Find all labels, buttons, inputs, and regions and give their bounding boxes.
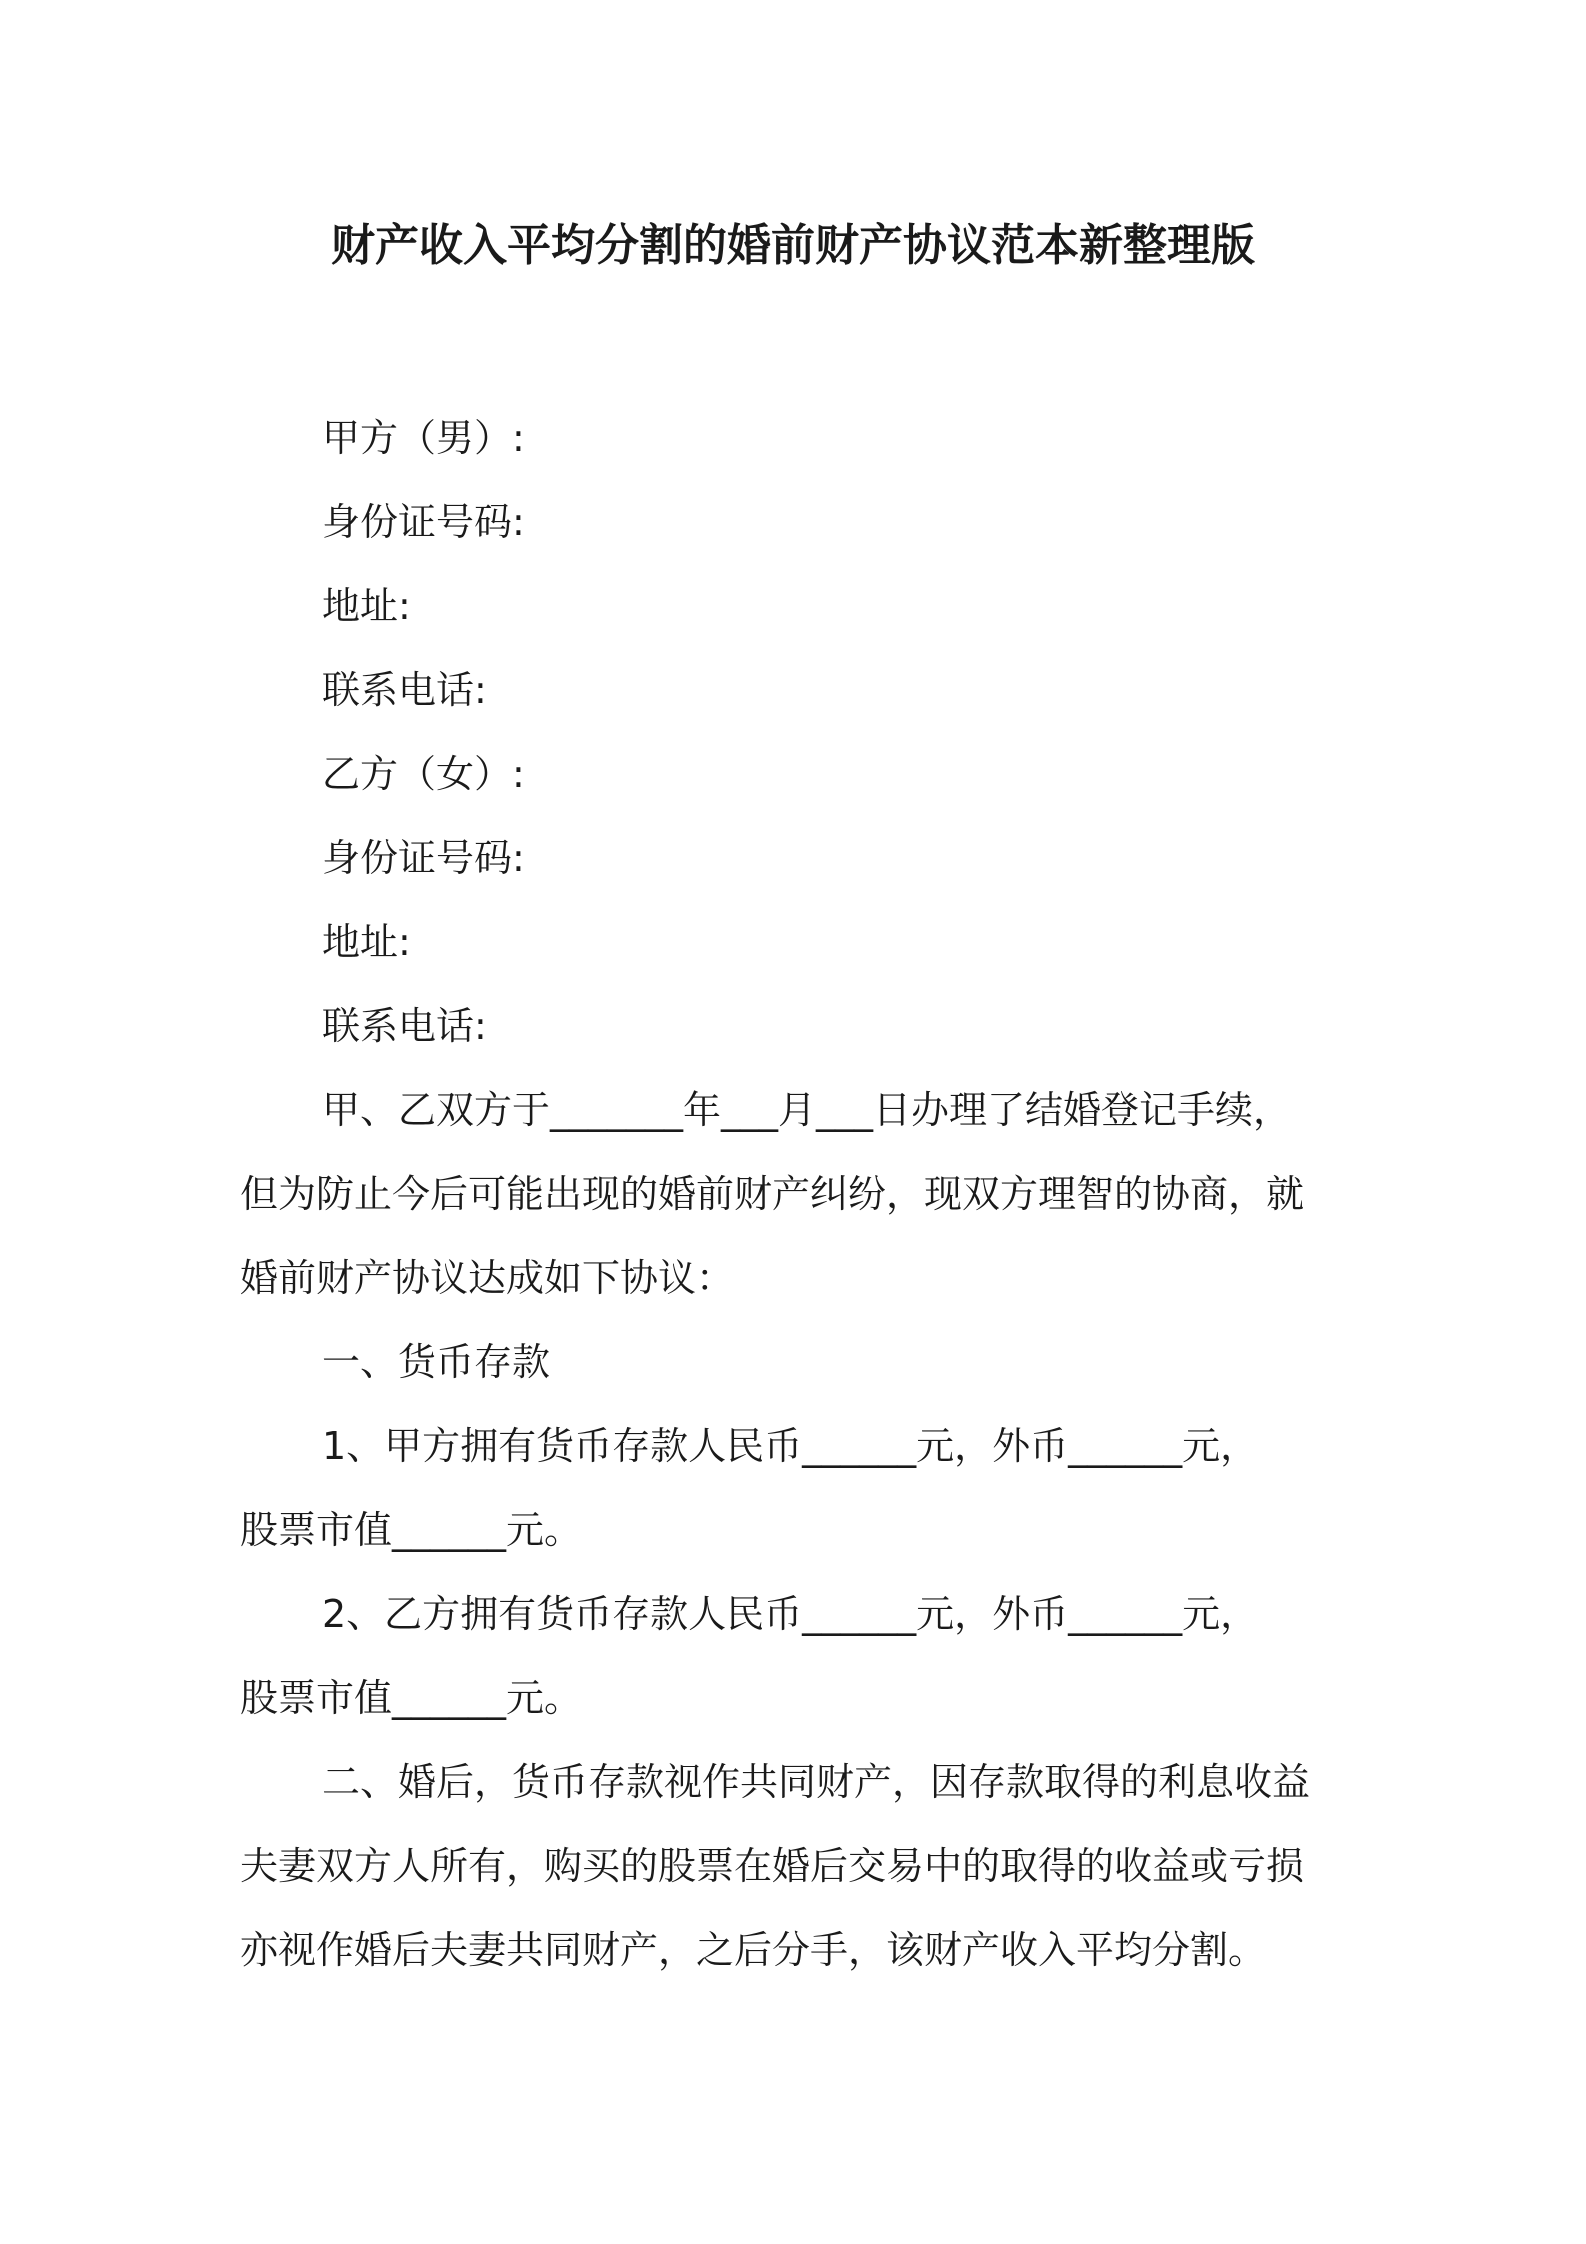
section2-paragraph: [240, 1740, 1360, 1992]
document-title: 财产收入平均分割的婚前财产协议范本新整理版: [331, 220, 1255, 271]
item2-line: 2、乙方拥有货币存款人民币______元，外币______元，: [322, 1592, 1259, 1636]
item1-paragraph: [240, 1404, 1360, 1572]
party-b-id-label: 身份证号码:: [322, 836, 525, 880]
party-b-phone-label: 联系电话:: [322, 1004, 487, 1048]
party-a-address-label: 地址:: [322, 584, 411, 628]
section2-line: 二、婚后，货币存款视作共同财产，因存款取得的利息收益: [322, 1760, 1311, 1804]
item1-line: 1、甲方拥有货币存款人民币______元，外币______元，: [322, 1424, 1259, 1468]
intro-line: 甲、乙双方于_______年___月___日办理了结婚登记手续，: [322, 1088, 1292, 1132]
item2-line: 股票市值______元。: [240, 1676, 583, 1720]
item1-line: 股票市值______元。: [240, 1508, 583, 1552]
intro-paragraph: [240, 1068, 1360, 1320]
section1-heading-block: [240, 1320, 1360, 1404]
item2-paragraph: [240, 1572, 1360, 1740]
section2-line: 亦视作婚后夫妻共同财产，之后分手，该财产收入平均分割。: [240, 1928, 1267, 1972]
section2-line: 夫妻双方人所有，购买的股票在婚后交易中的取得的收益或亏损: [240, 1844, 1305, 1888]
party-a-phone-label: 联系电话:: [322, 668, 487, 712]
party-a-id-label: 身份证号码:: [322, 500, 525, 544]
party-b-address-label: 地址:: [322, 920, 411, 964]
party-a-name-label: 甲方（男）:: [322, 416, 525, 460]
intro-line: 婚前财产协议达成如下协议：: [240, 1256, 735, 1300]
intro-line: 但为防止今后可能出现的婚前财产纠纷，现双方理智的协商，就: [240, 1172, 1305, 1216]
section1-heading: 一、货币存款: [322, 1340, 551, 1384]
party-b-name-label: 乙方（女）:: [322, 752, 525, 796]
